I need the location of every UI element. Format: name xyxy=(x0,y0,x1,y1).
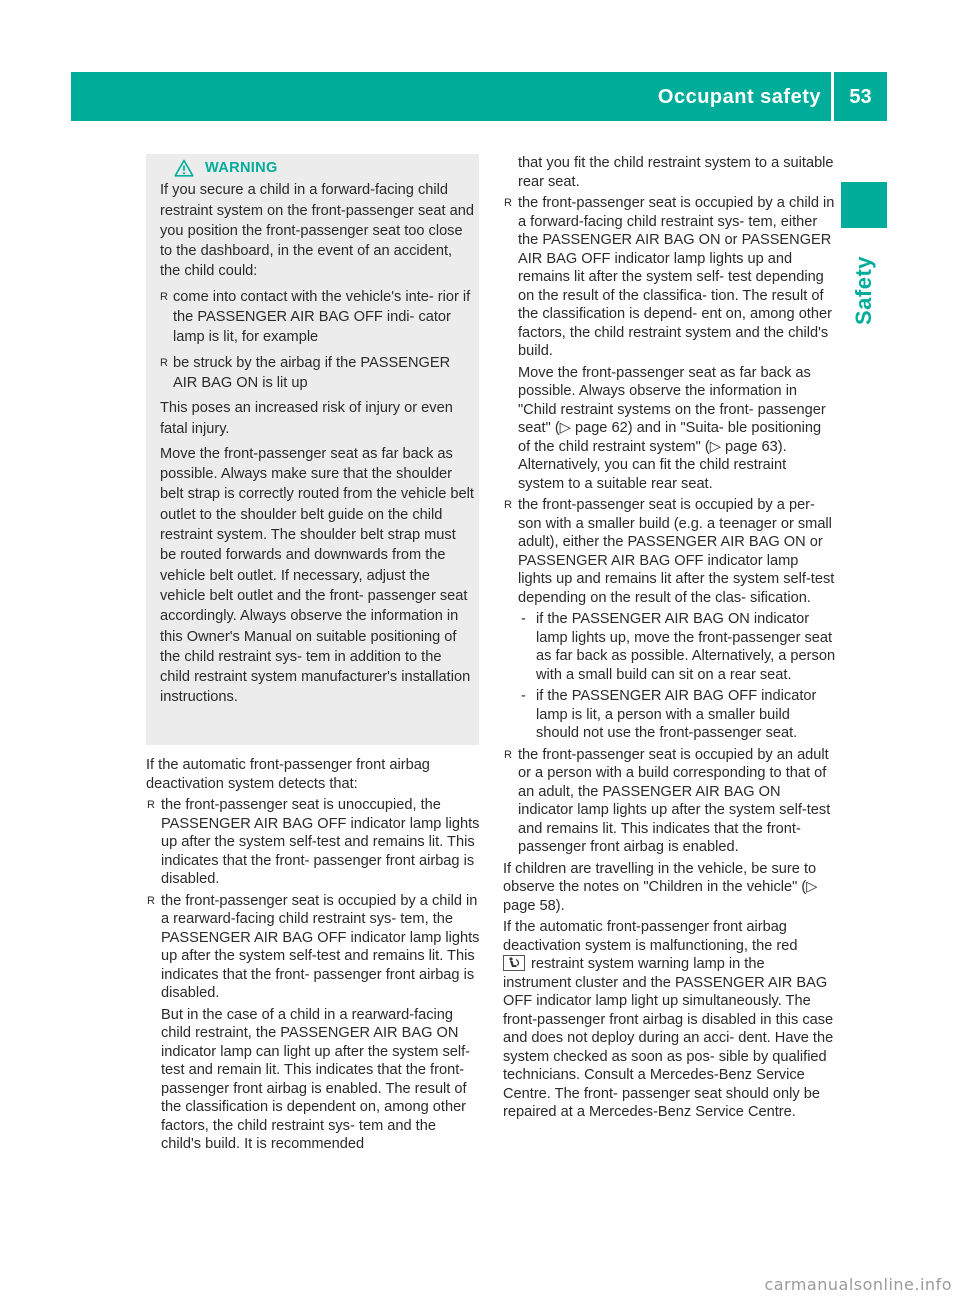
sub-item-text: if the PASSENGER AIR BAG ON indicator lamp lights up, move the front-passenger seat as far back as possible. Alternatively, a person with a small build can sit on a rear seat. xyxy=(536,611,836,683)
bullet-text: come into contact with the vehicle's inte- rior if the PASSENGER AIR BAG OFF indi- cator lamp is lit, for example xyxy=(173,288,471,346)
bullet-text: the front-passenger seat is unoccupied, the PASSENGER AIR BAG OFF indicator lamp lights up after the system self-test and remains lit. This indicates that the front- passenger front airbag is disabled. xyxy=(161,797,480,887)
watermark: carmanualsonline.info xyxy=(764,1275,952,1294)
bullet-text: be struck by the airbag if the PASSENGER AIR BAG ON is lit up xyxy=(173,354,451,391)
warning-triangle-icon xyxy=(174,159,194,177)
section-title: Occupant safety xyxy=(657,86,821,108)
list-item xyxy=(160,353,474,394)
paragraph-text: If the automatic front-passenger front airbag deactivation system is malfunctioning, the red xyxy=(503,919,798,954)
bullet-icon: R xyxy=(147,894,155,907)
warning-intro: If you secure a child in a forward-facing child restraint system on the front-passenger seat and you position the front-passenger seat too close to the dashboard, in the event of an accident, the child could: xyxy=(160,182,474,280)
bullet-text: the front-passenger seat is occupied by a per- son with a smaller build (e.g. a teenager or small adult), either the PASSENGER AIR BAG ON or PASSENGER AIR BAG OFF indicator lamp lights up and remains lit after the system self-test depending on the result of the clas- sification. xyxy=(518,497,835,606)
chapter-label: Safety xyxy=(851,255,876,325)
list-item xyxy=(146,796,480,889)
bullet-icon: R xyxy=(504,748,512,761)
list-item xyxy=(503,746,836,857)
dash-icon: - xyxy=(521,611,526,627)
warning-header xyxy=(160,158,474,178)
airbag-warning-lamp-icon xyxy=(503,955,525,971)
bullet-text: that you fit the child restraint system to a suitable rear seat. xyxy=(518,155,834,190)
page-header xyxy=(71,72,887,121)
warning-box xyxy=(146,154,479,745)
warning-paragraph: Move the front-passenger seat as far back as possible. Always make sure that the shoulder belt strap is correctly routed from the vehicle belt outlet to the shoulder belt guide on the child restraint system. The shoulder belt strap must be routed forwards and downwards from the vehicle belt outlet. If necessary, adjust the vehicle belt outlet and the front- passenger seat accordingly. Always observe the information in this Owner's Manual on suitable positioning of the child restraint sys- tem in addition to the child restraint system manufacturer's installation instructions. xyxy=(160,445,474,706)
bullet-icon: R xyxy=(504,197,512,209)
list-item xyxy=(503,496,836,607)
left-column xyxy=(146,756,480,1157)
list-item xyxy=(160,287,474,348)
bullet-icon: R xyxy=(147,799,155,811)
list-item xyxy=(503,194,836,493)
chapter-tab xyxy=(841,182,887,228)
bullet-text: the front-passenger seat is occupied by a child in a forward-facing child restraint sys- tem, either the PASSENGER AIR BAG ON or PASSENGER AIR BAG OFF indicator lamp lights up and remains lit after the system self- test depending on the result of the classifica- tion. The result of the classification is depend- ent on, among other factors, the child restraint system and the child's build. xyxy=(518,195,835,359)
paragraph-text: restraint system warning lamp in the instrument cluster and the PASSENGER AIR BAG OFF indicator lamp light up simultaneously. The front-passenger front airbag is disabled in this case and does not deploy during an acci- dent. Have the system checked as soon as pos- sible by qualified technicians. Consult a Mercedes-Benz Service Centre. The front- passenger seat should only be repaired at a Mercedes-Benz Service Centre. xyxy=(503,956,834,1120)
list-item xyxy=(146,892,480,1154)
bullet-icon: R xyxy=(160,356,168,369)
list-item-continued xyxy=(503,154,836,191)
warning-title: WARNING xyxy=(205,160,278,176)
sub-list-item xyxy=(503,610,836,684)
paragraph: If children are travelling in the vehicle, be sure to observe the notes on "Children in the vehicle" (▷ page 58). xyxy=(503,860,818,914)
paragraph xyxy=(503,918,836,1122)
sub-list-item xyxy=(503,687,836,743)
right-column xyxy=(503,154,836,1125)
bullet-continuation: But in the case of a child in a rearward-facing child restraint, the PASSENGER AIR BAG ON indicator lamp can light up after the system self-test and remain lit. This indicates that the front-passenger front airbag is enabled. The result of the classification is dependent on, among other factors, the child restraint sys- tem and the child's build. It is recommended xyxy=(161,1006,471,1152)
paragraph: If the automatic front-passenger front airbag deactivation system detects that: xyxy=(146,757,430,792)
bullet-continuation: Move the front-passenger seat as far back as possible. Always observe the information in "Child restraint systems on the front- passenger seat" (▷ page 62) and in "Suita- ble positioning of the child restraint system" (▷ page 63). Alternatively, you can fit the child restraint system to a suitable rear seat. xyxy=(518,364,826,492)
bullet-icon: R xyxy=(160,290,168,303)
bullet-text: the front-passenger seat is occupied by an adult or a person with a build corresponding to that of an adult, the PASSENGER AIR BAG ON indicator lamp lights up after the system self-test and remains lit. This indicates that the front-passenger front airbag is enabled. xyxy=(518,746,831,855)
sub-item-text: if the PASSENGER AIR BAG OFF indicator lamp is lit, a person with a smaller build should not use the front-passenger seat. xyxy=(536,688,817,741)
dash-icon: - xyxy=(521,688,526,704)
page-number: 53 xyxy=(849,86,872,108)
bullet-text: the front-passenger seat is occupied by a child in a rearward-facing child restraint sys- tem, the PASSENGER AIR BAG OFF indicator lamp lights up after the system self-test and remains lit. This indicates that the front- passenger front airbag is disabled. xyxy=(161,892,480,1001)
bullet-icon: R xyxy=(504,499,512,511)
warning-paragraph: This poses an increased risk of injury or even fatal injury. xyxy=(160,400,453,437)
